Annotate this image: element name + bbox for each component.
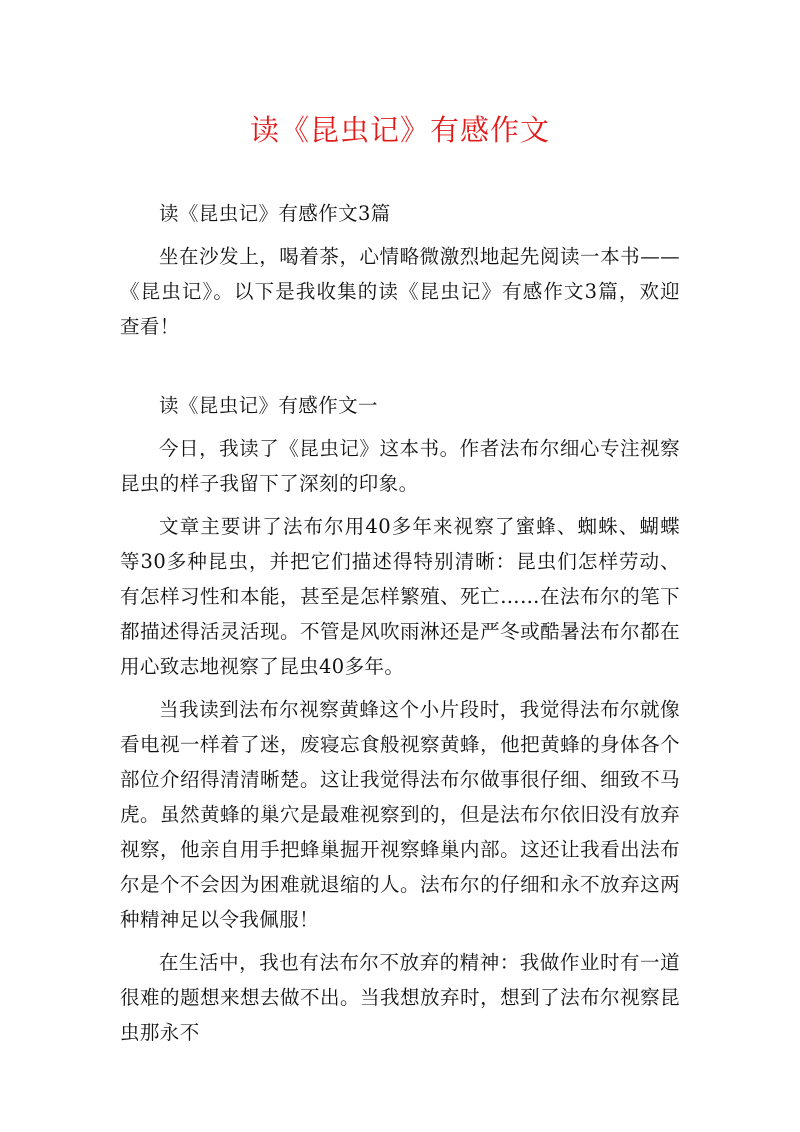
subtitle-paragraph: 读《昆虫记》有感作文3篇 [159,202,391,225]
body-paragraph-1: 今日，我读了《昆虫记》这本书。作者法布尔细心专注视察昆虫的样子我留下了深刻的印象。 [120,437,680,495]
paragraph-spacer [120,352,680,388]
body-paragraph-4: 在生活中，我也有法布尔不放弃的精神：我做作业时有一道很难的题想来想去做不出。当我想放弃时，想到了法布尔视察昆虫那永不 [120,951,680,1044]
body-paragraph-2: 文章主要讲了法布尔用40多年来视察了蜜蜂、蜘蛛、蝴蝶等30多种昆虫，并把它们描述得特别清晰：昆虫们怎样劳动、有怎样习性和本能，甚至是怎样繁殖、死亡……在法布尔的笔下都描述得活灵活现。不管是风吹雨淋还是严冬或酷暑法布尔都在用心致志地视察了昆虫40多年。 [120,515,680,678]
body-paragraph-3: 当我读到法布尔视察黄蜂这个小片段时，我觉得法布尔就像看电视一样着了迷，废寝忘食般视察黄蜂，他把黄蜂的身体各个部位介绍得清清晰楚。这让我觉得法布尔做事很仔细、细致不马虎。虽然黄蜂的巢穴是最难视察到的，但是法布尔依旧没有放弃视察，他亲自用手把蜂巢掘开视察蜂巢内部。这还让我看出法布尔是个不会因为困难就退缩的人。法布尔的仔细和永不放弃这两种精神足以令我佩服！ [120,698,680,931]
intro-paragraph: 坐在沙发上，喝着茶，心情略微激烈地起先阅读一本书——《昆虫记》。以下是我收集的读《昆虫记》有感作文3篇，欢迎查看！ [120,245,680,338]
document-title: 读《昆虫记》有感作文 [249,113,550,147]
section-heading-paragraph: 读《昆虫记》有感作文一 [159,394,378,417]
